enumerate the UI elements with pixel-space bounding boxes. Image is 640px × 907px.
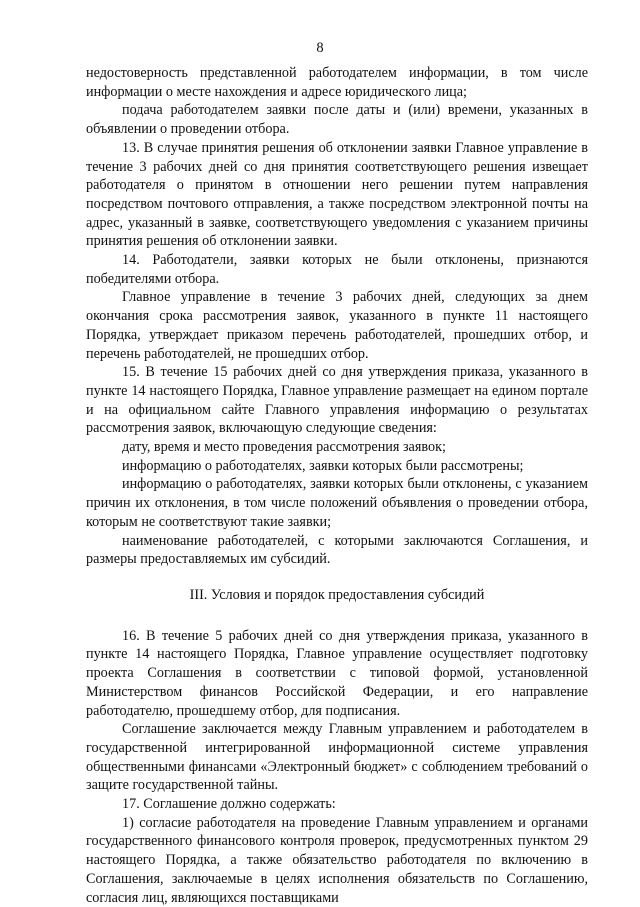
paragraph: Главное управление в течение 3 рабочих дней, следующих за днем окончания срока рассмотрения заявок, указанного в пункте 11 настоящего Порядка, утверждает приказом перечень работодателей, прошедших отбор, и перечень работодателей, не прошедших отбор. — [86, 289, 588, 362]
paragraph: 17. Соглашение должно содержать: — [122, 796, 336, 813]
paragraph: 1) согласие работодателя на проведение Главным управлением и органами государственного финансового контроля проверок, предусмотренных пунктом 29 настоящего Порядка, а также обязательство работодателя по включению в Соглашения, заключаемые в целях исполнения обязательств по Соглашению, согласия лиц, являющихся поставщиками — [86, 814, 588, 906]
paragraph: информацию о работодателях, заявки которых были рассмотрены; — [122, 457, 524, 474]
paragraphs-after-heading — [86, 627, 588, 907]
paragraph: 16. В течение 5 рабочих дней со дня утверждения приказа, указанного в пункте 14 настоящего Порядка, Главное управление осуществляет подготовку проекта Соглашения в соответствии с типовой формой, установленной Министерством финансов Российской Федерации, и его направление работодателю, прошедшему отбор, для подписания. — [86, 627, 588, 719]
paragraph: 15. В течение 15 рабочих дней со дня утверждения приказа, указанного в пункте 14 настоящего Порядка, Главное управление размещает на едином портале и на официальном сайте Главного управления информацию о результатах рассмотрения заявок, включающую следующие сведения: — [86, 364, 588, 437]
paragraph: Соглашение заключается между Главным управлением и работодателем в государственной интегрированной информационной системе управления общественными финансами «Электронный бюджет» с соблюдением требований о защите государственной тайны. — [86, 721, 588, 794]
paragraph: информацию о работодателях, заявки которых были отклонены, с указанием причин их отклонения, в том числе положений объявления о проведении отбора, которым не соответствуют такие заявки; — [86, 476, 588, 530]
paragraph: дату, время и место проведения рассмотрения заявок; — [122, 439, 446, 456]
paragraph: подача работодателем заявки после даты и (или) времени, указанных в объявлении о проведении отбора. — [86, 102, 588, 138]
paragraph: 13. В случае принятия решения об отклонении заявки Главное управление в течение 3 рабочих дней со дня принятия соответствующего решения извещает работодателя о принятом в отношении него решении путем направления посредством почтового отправления, а также посредством электронной почты на адрес, указанный в заявке, соответствующего уведомления с указанием причины принятия решения об отклонении заявки. — [86, 139, 588, 250]
section-heading: III. Условия и порядок предоставления субсидий — [189, 586, 485, 603]
page-number: 8 — [316, 40, 324, 56]
paragraph: 14. Работодатели, заявки которых не были отклонены, признаются победителями отбора. — [86, 252, 588, 287]
document-body — [86, 64, 588, 907]
paragraphs-before-heading — [86, 64, 588, 569]
paragraph: наименование работодателей, с которыми заключаются Соглашения, и размеры предоставляемых им субсидий. — [86, 532, 588, 568]
paragraph: недостоверность представленной работодателем информации, в том числе информации о месте нахождения и адресе юридического лица; — [86, 65, 588, 100]
